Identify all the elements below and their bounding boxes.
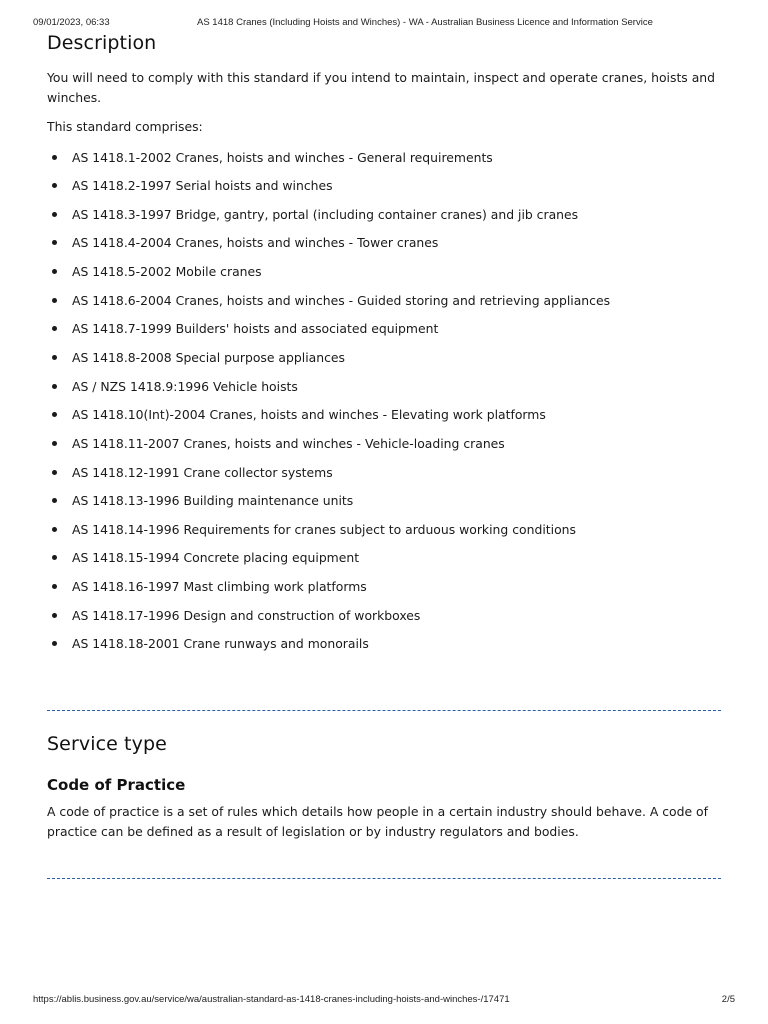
bullet-icon [52,527,57,532]
service-type-section [47,733,721,841]
list-item [47,348,721,377]
list-item-text: AS 1418.14-1996 Requirements for cranes subject to arduous working conditions [72,521,576,537]
bullet-icon [52,183,57,188]
list-item [47,577,721,606]
list-item-text: AS 1418.18-2001 Crane runways and monorails [72,636,369,652]
list-item-text: AS 1418.4-2004 Cranes, hoists and winches - Tower cranes [72,235,439,251]
print-timestamp: 09/01/2023, 06:33 [33,17,110,28]
standards-list [47,148,721,664]
bullet-icon [52,298,57,303]
list-item-text: AS 1418.13-1996 Building maintenance units [72,493,354,509]
list-item [47,377,721,406]
print-page-title: AS 1418 Cranes (Including Hoists and Winches) - WA - Australian Business Licence and Information Service [197,17,653,28]
list-item [47,262,721,291]
list-item-text: AS 1418.17-1996 Design and construction of workboxes [72,607,421,623]
list-item-text: AS 1418.6-2004 Cranes, hoists and winches - Guided storing and retrieving appliances [72,292,611,308]
list-item [47,291,721,320]
list-item-text: AS 1418.16-1997 Mast climbing work platforms [72,579,367,595]
list-item-text: AS 1418.12-1991 Crane collector systems [72,464,333,480]
bullet-icon [52,240,57,245]
bullet-icon [52,613,57,618]
section-divider [47,878,721,879]
list-item-text: AS 1418.8-2008 Special purpose appliances [72,349,345,365]
bullet-icon [52,441,57,446]
list-item [47,176,721,205]
list-item-text: AS 1418.10(Int)-2004 Cranes, hoists and winches - Elevating work platforms [72,407,546,423]
service-type-subheading: Code of Practice [47,776,186,794]
list-item-text: AS 1418.11-2007 Cranes, hoists and winches - Vehicle-loading cranes [72,435,505,451]
print-url: https://ablis.business.gov.au/service/wa/australian-standard-as-1418-cranes-including-hoists-and-winches-/17471 [33,994,510,1005]
service-type-heading: Service type [47,733,167,755]
bullet-icon [52,269,57,274]
list-item [47,434,721,463]
bullet-icon [52,412,57,417]
description-intro: You will need to comply with this standard if you intend to maintain, inspect and operate cranes, hoists and winches. [47,70,716,105]
bullet-icon [52,584,57,589]
list-item [47,606,721,635]
list-item-text: AS / NZS 1418.9:1996 Vehicle hoists [72,378,298,394]
list-item [47,405,721,434]
section-divider [47,710,721,711]
bullet-icon [52,326,57,331]
list-item [47,548,721,577]
bullet-icon [52,555,57,560]
list-item-text: AS 1418.7-1999 Builders' hoists and associated equipment [72,321,439,337]
list-item [47,463,721,492]
description-section [47,32,721,663]
list-item [47,205,721,234]
list-item [47,491,721,520]
bullet-icon [52,470,57,475]
bullet-icon [52,641,57,646]
list-item-text: AS 1418.5-2002 Mobile cranes [72,264,262,280]
list-item-text: AS 1418.2-1997 Serial hoists and winches [72,178,333,194]
list-item-text: AS 1418.1-2002 Cranes, hoists and winches - General requirements [72,149,493,165]
page-number: 2/5 [721,994,735,1005]
bullet-icon [52,155,57,160]
description-comprises: This standard comprises: [47,119,203,134]
bullet-icon [52,498,57,503]
list-item [47,148,721,177]
list-item-text: AS 1418.3-1997 Bridge, gantry, portal (including container cranes) and jib cranes [72,206,579,222]
bullet-icon [52,355,57,360]
service-type-text: A code of practice is a set of rules which details how people in a certain industry should behave. A code of practice can be defined as a result of legislation or by industry regulators and bodies. [47,804,708,839]
bullet-icon [52,212,57,217]
description-heading: Description [47,32,157,54]
list-item [47,233,721,262]
list-item [47,319,721,348]
list-item-text: AS 1418.15-1994 Concrete placing equipment [72,550,360,566]
list-item [47,520,721,549]
bullet-icon [52,384,57,389]
list-item [47,634,721,663]
